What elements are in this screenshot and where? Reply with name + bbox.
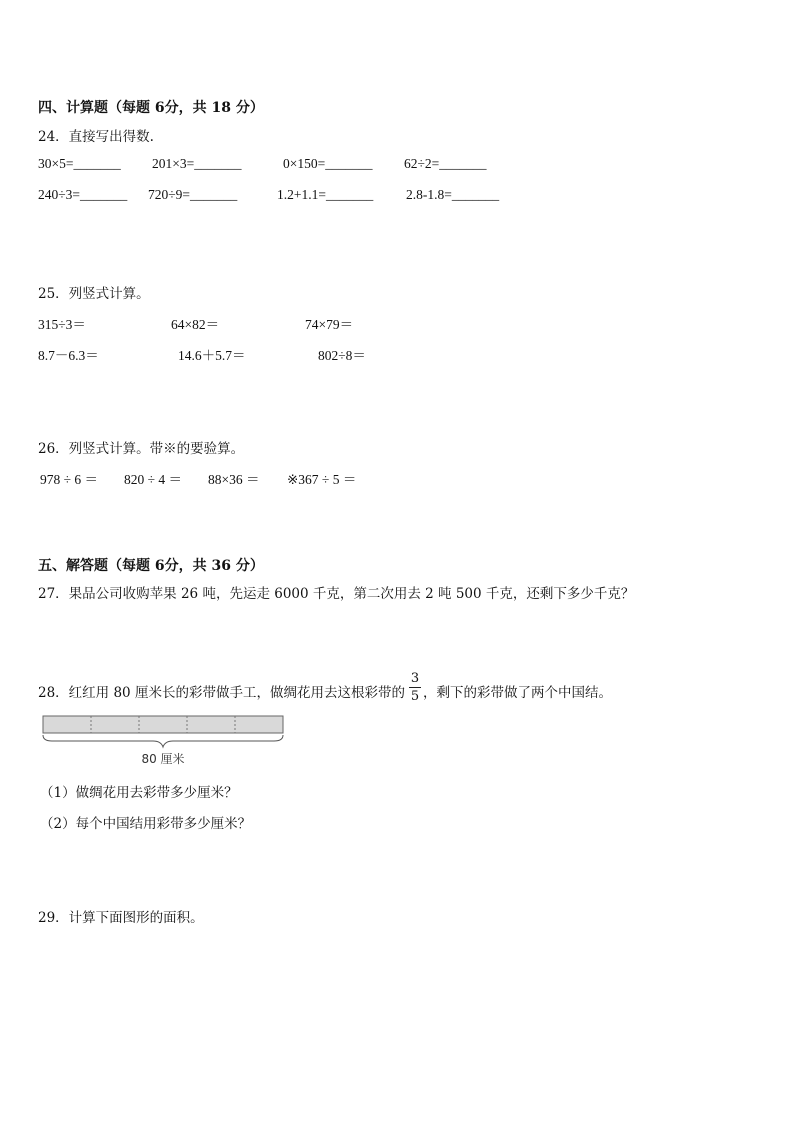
q26-item: 88×36 ＝ (208, 472, 260, 487)
question-29: 29．计算下面图形的面积。 (38, 910, 204, 926)
q26-item: ※367 ÷ 5 ＝ (287, 472, 357, 487)
fraction-numerator: 3 (410, 671, 420, 686)
q24-item: 2.8-1.8=_______ (406, 187, 500, 202)
question-28-stem-before: 28．红红用 80 厘米长的彩带做手工，做绸花用去这根彩带的 (38, 685, 405, 701)
q24-item: 62÷2=_______ (404, 156, 487, 171)
question-28-sub-2: （2）每个中国结用彩带多少厘米？ (40, 816, 252, 832)
q25-item: 74×79＝ (305, 317, 354, 332)
fraction-denominator: 5 (410, 689, 420, 704)
question-26-stem: 26．列竖式计算。带※的要验算。 (38, 441, 245, 457)
q25-item: 64×82＝ (171, 317, 220, 332)
ribbon-bar (43, 716, 283, 733)
q24-item: 240÷3=_______ (38, 187, 128, 202)
q24-item: 201×3=_______ (152, 156, 242, 171)
q24-item: 0×150=_______ (283, 156, 373, 171)
q25-item: 802÷8＝ (318, 348, 366, 363)
ribbon-length-label: 80 厘米 (141, 752, 185, 766)
q26-item: 978 ÷ 6 ＝ (40, 472, 99, 487)
ribbon-diagram (40, 713, 290, 773)
q25-item: 14.6＋5.7＝ (178, 348, 246, 363)
section-5-title: 五、解答题（每题 6分，共 36 分） (38, 558, 264, 574)
question-24-stem: 24．直接写出得数. (38, 129, 154, 145)
question-25-stem: 25．列竖式计算。 (38, 286, 150, 302)
section-4-title: 四、计算题（每题 6分，共 18 分） (38, 100, 264, 116)
question-28-sub-1: （1）做绸花用去彩带多少厘米？ (40, 785, 238, 801)
q24-item: 30×5=_______ (38, 156, 121, 171)
fraction-three-fifths (409, 672, 421, 703)
q24-item: 1.2+1.1=_______ (277, 187, 374, 202)
question-27: 27．果品公司收购苹果 26 吨，先运走 6000 千克，第二次用去 2 吨 500 千克，还剩下多少千克？ (38, 586, 635, 602)
q26-item: 820 ÷ 4 ＝ (124, 472, 183, 487)
q25-item: 315÷3＝ (38, 317, 86, 332)
q25-item: 8.7－6.3＝ (38, 348, 99, 363)
brace (43, 735, 283, 747)
q24-item: 720÷9=_______ (148, 187, 238, 202)
question-28-stem-after: ，剩下的彩带做了两个中国结。 (423, 685, 612, 701)
